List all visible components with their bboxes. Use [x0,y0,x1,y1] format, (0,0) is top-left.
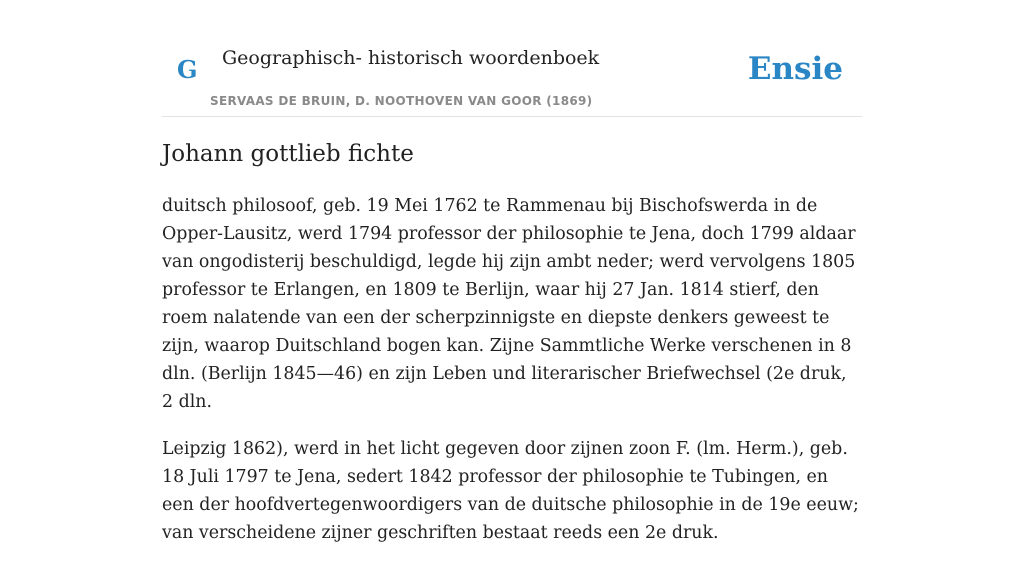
book-header [162,0,862,117]
book-title[interactable]: Geographisch- historisch woordenboek [222,47,600,69]
entry-body [162,192,862,566]
ensie-logo-link[interactable]: Ensie [747,51,843,87]
entry-paragraph: Leipzig 1862), werd in het licht gegeven door zijnen zoon F. (lm. Herm.), geb. 18 Juli 1797 te Jena, sedert 1842 professor der philosophie te Tubingen, en een der hoofdvertegenwoordigers van de duitsche philosophie in de 19e eeuw; van verscheidene zijner geschriften bestaat reeds een 2e druk. [162,439,859,543]
book-initial-link[interactable]: G [177,55,198,84]
entry-title: Johann gottlieb fichte [162,141,414,167]
entry-paragraph: duitsch philosoof, geb. 19 Mei 1762 te Rammenau bij Bischofswerda in de Opper-Lausitz, werd 1794 professor der philosophie te Jena, doch 1799 aldaar van ongodisterij beschuldigd, legde hij zijn ambt neder; werd vervolgens 1805 professor te Erlangen, en 1809 te Berlijn, waar hij 27 Jan. 1814 stierf, den roem nalatende van een der scherpzinnigste en diepste denkers geweest te zijn, waarop Duitschland bogen kan. Zijne Sammtliche Werke verschenen in 8 dln. (Berlijn 1845—46) en zijn Leben und literarischer Briefwechsel (2e druk, 2 dln. [162,196,856,412]
book-authors-year: SERVAAS DE BRUIN, D. NOOTHOVEN VAN GOOR (1869) [210,94,593,108]
